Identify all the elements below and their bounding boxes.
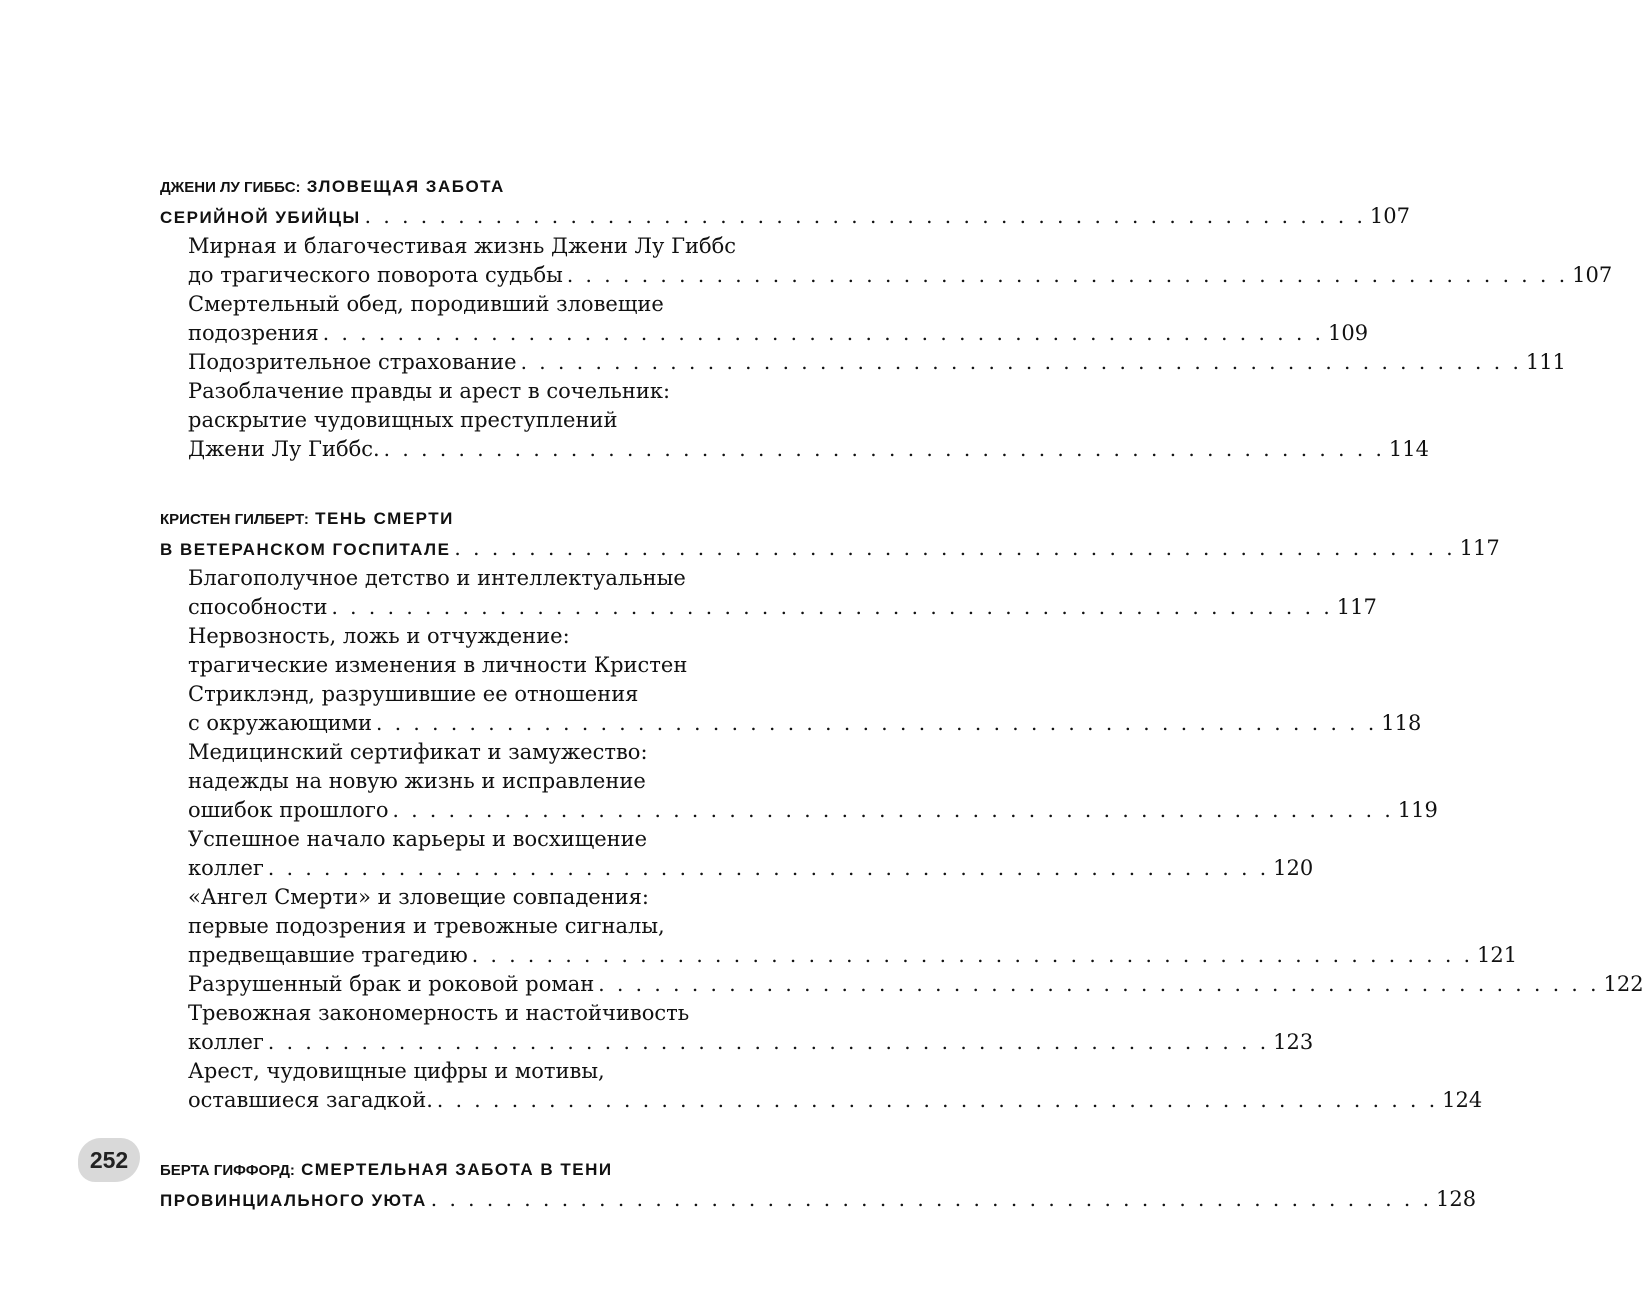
chapter-author: КРИСТЕН ГИЛБЕРТ: (160, 511, 309, 528)
entry-page-number: 124 (1442, 1088, 1483, 1112)
entry-text-line: Арест, чудовищные цифры и мотивы, (188, 1059, 605, 1083)
entry-last-line (188, 348, 1566, 377)
chapter-title-text: ЗЛОВЕЩАЯ ЗАБОТА (306, 177, 505, 196)
toc-entry (188, 377, 1430, 464)
entry-text-line: Благополучное детство и интеллектуальные (188, 566, 686, 590)
chapter-title-line (160, 504, 756, 534)
toc-entry (188, 825, 1314, 883)
entry-text: способности (188, 595, 328, 619)
entry-last-line (188, 941, 1518, 970)
toc-entry (188, 564, 1377, 622)
chapter-page-number: 117 (1459, 536, 1500, 560)
dot-leader: . . . . . . . . . . . . . . . . . . . . . . . . . . . . . . . . . . . . . . . . . . . . . . . . . . . . . . (454, 536, 1456, 560)
entry-page-number: 109 (1328, 321, 1369, 345)
dot-leader: . . . . . . . . . . . . . . . . . . . . . . . . . . . . . . . . . . . . . . . . . . . . . . . . . . . . . . (430, 1187, 1432, 1211)
toc-entry (188, 883, 1518, 970)
toc-chapter (160, 1155, 1477, 1215)
entry-page-number: 118 (1381, 711, 1422, 735)
chapter-page-number: 128 (1435, 1187, 1477, 1211)
entry-last-line (188, 261, 1613, 290)
entry-text: с окружающими (188, 711, 372, 735)
chapter-title-text: СМЕРТЕЛЬНАЯ ЗАБОТА В ТЕНИ (301, 1160, 613, 1179)
entry-text-line: «Ангел Смерти» и зловещие совпадения: (188, 885, 650, 909)
entry-last-line (188, 709, 1422, 738)
chapter-title-last-line (160, 1185, 1477, 1215)
entry-text: оставшиеся загадкой. (188, 1088, 433, 1112)
chapter-title (160, 172, 1410, 232)
dot-leader: . . . . . . . . . . . . . . . . . . . . . . . . . . . . . . . . . . . . . . . . . . . . . . . . . . . . . . (383, 437, 1385, 461)
entry-text-line: Медицинский сертификат и замужество: (188, 740, 648, 764)
toc-chapter (160, 172, 1613, 464)
entry-last-line (188, 796, 1438, 825)
chapter-title-text: ПРОВИНЦИАЛЬНОГО УЮТА (160, 1191, 427, 1210)
chapter-title-last-line (160, 534, 1500, 564)
entry-page-number: 107 (1572, 263, 1613, 287)
entry-last-line (188, 593, 1377, 622)
entry-text: подозрения (188, 321, 319, 345)
entry-text: Джени Лу Гиббс. (188, 437, 380, 461)
chapter-page-number: 107 (1369, 204, 1410, 228)
chapter-author: БЕРТА ГИФФОРД: (160, 1162, 295, 1179)
entry-last-line (188, 319, 1369, 348)
chapter-author: ДЖЕНИ ЛУ ГИББС: (160, 179, 301, 196)
entry-text-line: Разоблачение правды и арест в сочельник: (188, 379, 671, 403)
entry-text: до трагического поворота судьбы (188, 263, 563, 287)
entry-text: Разрушенный брак и роковой роман (188, 972, 595, 996)
toc-chapter (160, 504, 1644, 1115)
dot-leader: . . . . . . . . . . . . . . . . . . . . . . . . . . . . . . . . . . . . . . . . . . . . . . . . . . . . . . (520, 350, 1522, 374)
toc-entry (188, 348, 1566, 377)
entry-text-line: Тревожная закономерность и настойчивость (188, 1001, 690, 1025)
dot-leader: . . . . . . . . . . . . . . . . . . . . . . . . . . . . . . . . . . . . . . . . . . . . . . . . . . . . . . (364, 204, 1366, 228)
dot-leader: . . . . . . . . . . . . . . . . . . . . . . . . . . . . . . . . . . . . . . . . . . . . . . . . . . . . . . (331, 595, 1333, 619)
entry-page-number: 122 (1603, 972, 1644, 996)
entry-text-line: Мирная и благочестивая жизнь Джени Лу Гиббс (188, 234, 737, 258)
entry-last-line (188, 1086, 1483, 1115)
toc-entry (188, 290, 1369, 348)
table-of-contents (160, 172, 1644, 1255)
entry-text-line: Нервозность, ложь и отчуждение: (188, 624, 570, 648)
entry-text-line: Смертельный обед, породивший зловещие (188, 292, 664, 316)
chapter-title-text: ТЕНЬ СМЕРТИ (315, 509, 454, 528)
toc-entry (188, 622, 1422, 738)
entry-page-number: 120 (1273, 856, 1314, 880)
entry-page-number: 111 (1525, 350, 1566, 374)
chapter-title (160, 1155, 1477, 1215)
dot-leader: . . . . . . . . . . . . . . . . . . . . . . . . . . . . . . . . . . . . . . . . . . . . . . . . . . . . . . (471, 943, 1474, 967)
dot-leader: . . . . . . . . . . . . . . . . . . . . . . . . . . . . . . . . . . . . . . . . . . . . . . . . . . . . . . (267, 1030, 1270, 1054)
page-number: 252 (78, 1138, 140, 1182)
chapter-title-last-line (160, 202, 1410, 232)
entry-last-line (188, 854, 1314, 883)
entry-last-line (188, 970, 1644, 999)
entry-page-number: 121 (1477, 943, 1518, 967)
chapter-title-text: СЕРИЙНОЙ УБИЙЦЫ (160, 208, 361, 227)
chapter-title-line (160, 172, 756, 202)
toc-entry (188, 970, 1644, 999)
entry-text: Подозрительное страхование (188, 350, 517, 374)
entry-text: предвещавшие трагедию (188, 943, 468, 967)
entry-text-line: раскрытие чудовищных преступлений (188, 408, 618, 432)
dot-leader: . . . . . . . . . . . . . . . . . . . . . . . . . . . . . . . . . . . . . . . . . . . . . . . . . . . . . . (375, 711, 1378, 735)
dot-leader: . . . . . . . . . . . . . . . . . . . . . . . . . . . . . . . . . . . . . . . . . . . . . . . . . . . . . . (267, 856, 1270, 880)
entry-page-number: 117 (1336, 595, 1377, 619)
entry-last-line (188, 435, 1430, 464)
chapter-title-text: В ВЕТЕРАНСКОМ ГОСПИТАЛЕ (160, 540, 451, 559)
toc-entry (188, 999, 1314, 1057)
dot-leader: . . . . . . . . . . . . . . . . . . . . . . . . . . . . . . . . . . . . . . . . . . . . . . . . . . . . . . (598, 972, 1600, 996)
entry-text-line: Стриклэнд, разрушившие ее отношения (188, 682, 639, 706)
entry-page-number: 114 (1388, 437, 1430, 461)
entry-text: коллег (188, 1030, 264, 1054)
entry-text-line: Успешное начало карьеры и восхищение (188, 827, 648, 851)
entry-text-line: надежды на новую жизнь и исправление (188, 769, 646, 793)
toc-entry (188, 738, 1438, 825)
entry-page-number: 123 (1273, 1030, 1314, 1054)
entry-text-line: первые подозрения и тревожные сигналы, (188, 914, 665, 938)
entry-last-line (188, 1028, 1314, 1057)
chapter-title (160, 504, 1500, 564)
chapter-title-line (160, 1155, 756, 1185)
entry-text: ошибок прошлого (188, 798, 389, 822)
entry-text: коллег (188, 856, 264, 880)
dot-leader: . . . . . . . . . . . . . . . . . . . . . . . . . . . . . . . . . . . . . . . . . . . . . . . . . . . . . . (392, 798, 1394, 822)
dot-leader: . . . . . . . . . . . . . . . . . . . . . . . . . . . . . . . . . . . . . . . . . . . . . . . . . . . . . . (566, 263, 1569, 287)
entry-text-line: трагические изменения в личности Кристен (188, 653, 688, 677)
entry-page-number: 119 (1397, 798, 1438, 822)
dot-leader: . . . . . . . . . . . . . . . . . . . . . . . . . . . . . . . . . . . . . . . . . . . . . . . . . . . . . . (322, 321, 1325, 345)
dot-leader: . . . . . . . . . . . . . . . . . . . . . . . . . . . . . . . . . . . . . . . . . . . . . . . . . . . . . . (436, 1088, 1439, 1112)
toc-entry (188, 232, 1613, 290)
toc-entry (188, 1057, 1483, 1115)
